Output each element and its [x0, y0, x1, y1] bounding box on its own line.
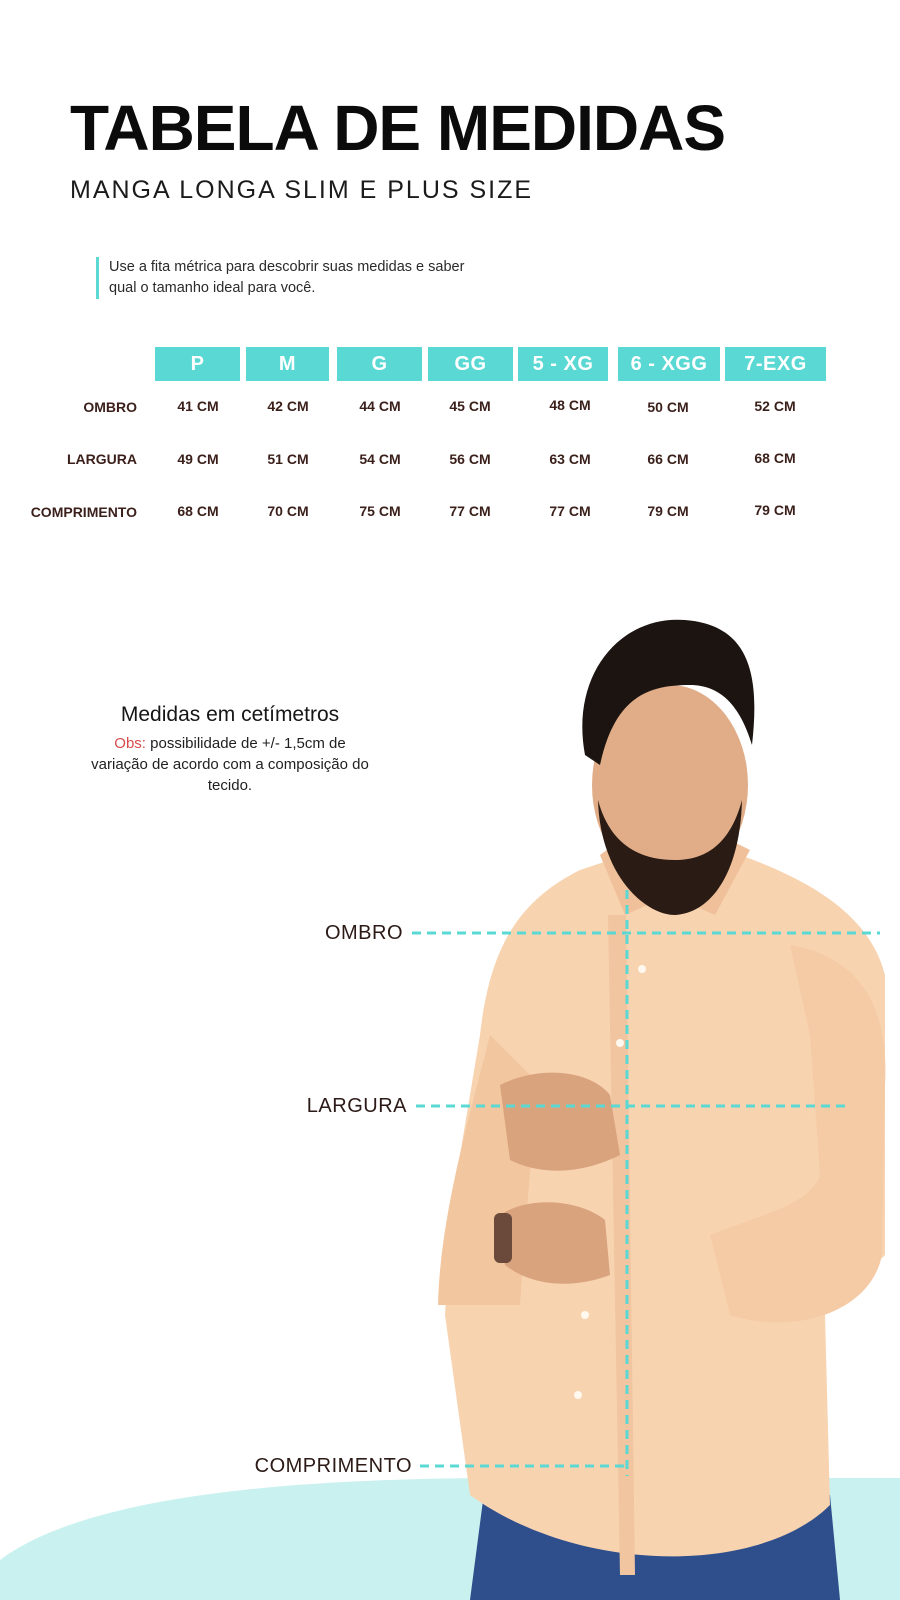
table-cell: 44 CM [359, 398, 401, 414]
table-cell: 45 CM [449, 398, 491, 414]
instruction-text: Use a fita métrica para descobrir suas medidas e saber qual o tamanho ideal para você. [96, 257, 489, 299]
row-label-ombro: OMBRO [83, 399, 137, 415]
table-cell: 52 CM [754, 398, 796, 414]
size-header-7exg: 7-EXG [725, 347, 826, 381]
table-cell: 63 CM [549, 451, 591, 467]
largura-label: LARGURA [306, 1095, 407, 1117]
row-label-comprimento: COMPRIMENTO [30, 504, 137, 520]
table-cell: 75 CM [359, 503, 401, 519]
table-cell: 41 CM [177, 398, 219, 414]
table-cell: 68 CM [177, 503, 219, 519]
size-header-m: M [246, 347, 329, 381]
row-label-largura: LARGURA [67, 451, 137, 467]
table-cell: 48 CM [549, 397, 591, 413]
table-cell: 50 CM [647, 399, 689, 415]
note-title: Medidas em cetímetros [120, 703, 340, 726]
size-header-5xg: 5 - XG [518, 347, 608, 381]
table-cell: 79 CM [754, 502, 796, 518]
table-cell: 51 CM [267, 451, 309, 467]
table-cell: 77 CM [549, 503, 591, 519]
page-subtitle: MANGA LONGA SLIM E PLUS SIZE [70, 176, 534, 204]
table-cell: 77 CM [449, 503, 491, 519]
table-cell: 66 CM [647, 451, 689, 467]
table-cell: 49 CM [177, 451, 219, 467]
comprimento-label: COMPRIMENTO [254, 1455, 412, 1477]
ombro-label: OMBRO [324, 922, 403, 944]
note-obs-text: possibilidade de +/- 1,5cm de variação de acordo com a composição do tecido. [91, 735, 369, 794]
table-cell: 54 CM [359, 451, 401, 467]
table-cell: 79 CM [647, 503, 689, 519]
size-header-gg: GG [428, 347, 513, 381]
table-cell: 56 CM [449, 451, 491, 467]
note-obs-label: Obs: [114, 735, 146, 752]
table-cell: 70 CM [267, 503, 309, 519]
page-title: TABELA DE MEDIDAS [70, 92, 725, 164]
size-header-6xgg: 6 - XGG [618, 347, 720, 381]
table-cell: 68 CM [754, 450, 796, 466]
size-header-p: P [155, 347, 240, 381]
table-cell: 42 CM [267, 398, 309, 414]
size-header-g: G [337, 347, 422, 381]
